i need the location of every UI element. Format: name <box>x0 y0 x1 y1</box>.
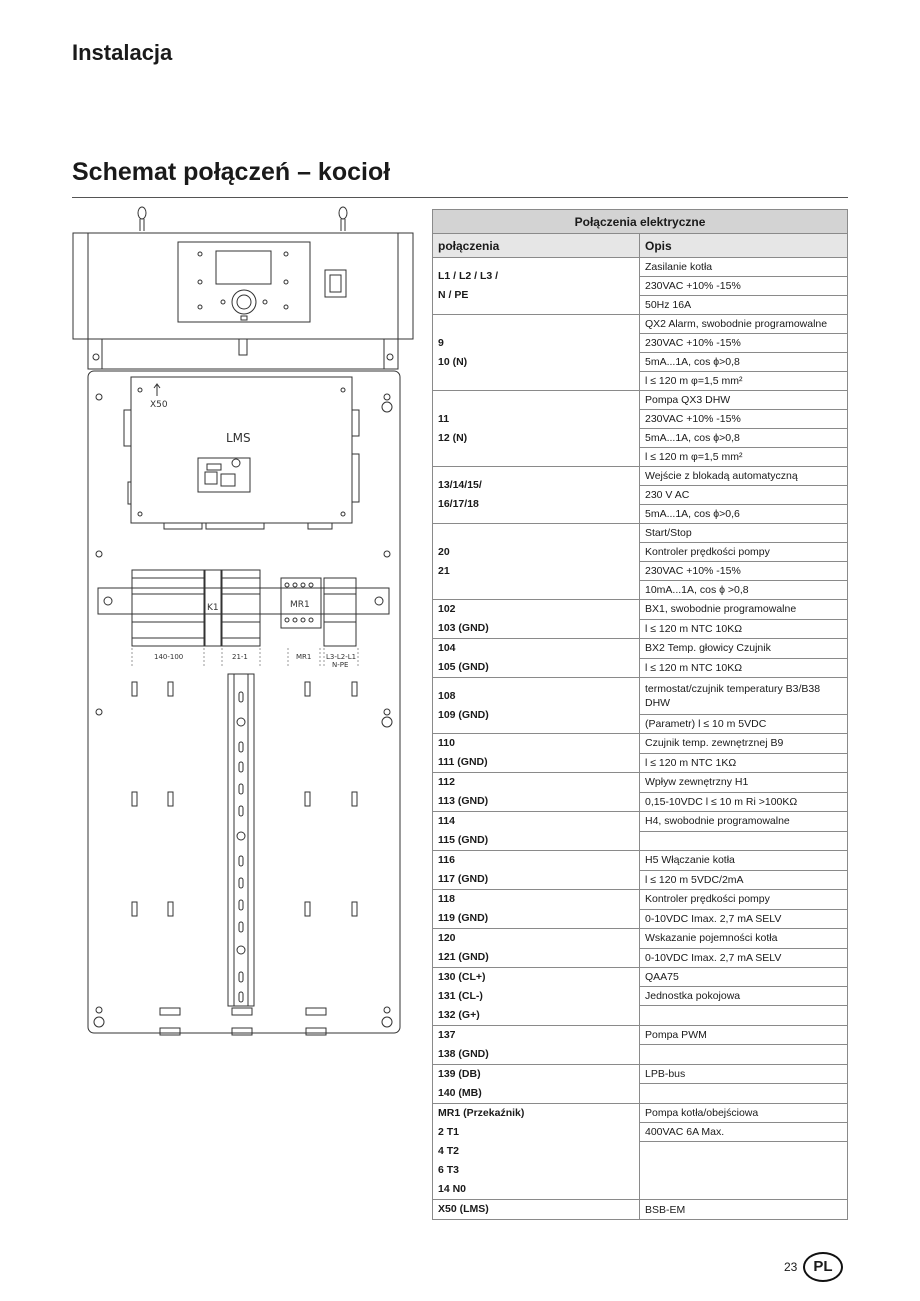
connection-cell <box>433 678 640 734</box>
description-cell: 5mA...1A, cos ϕ>0,8 <box>640 429 848 448</box>
connection-label: 138 (GND) <box>438 1048 489 1060</box>
connection-cell <box>433 851 640 890</box>
connection-label: 102 <box>438 603 456 615</box>
connection-label: 4 T2 <box>438 1145 460 1157</box>
connection-label: MR1 (Przekaźnik) <box>438 1107 525 1119</box>
terminal-label: 140-100 <box>154 653 184 661</box>
connection-label: 117 (GND) <box>438 873 489 885</box>
description-cell: Wejście z blokadą automatyczną <box>640 467 848 486</box>
connection-label: 6 T3 <box>438 1164 460 1176</box>
description-cell: Jednostka pokojowa <box>640 987 848 1006</box>
connection-cell <box>433 600 640 639</box>
lms-label: LMS <box>226 431 251 445</box>
description-cell: 230VAC +10% -15% <box>640 277 848 296</box>
page-header-title: Instalacja <box>72 40 173 65</box>
description-cell: l ≤ 120 m NTC 10KΩ <box>640 619 848 639</box>
description-cell-empty <box>640 1084 848 1104</box>
table-row <box>433 315 848 334</box>
table-row <box>433 1026 848 1045</box>
description-cell: l ≤ 120 m 5VDC/2mA <box>640 870 848 890</box>
display-screen <box>216 251 271 284</box>
connection-cell <box>433 315 640 391</box>
connection-label: 121 (GND) <box>438 951 489 963</box>
connection-cell <box>433 890 640 929</box>
language-badge: PL <box>803 1252 843 1282</box>
control-panel-housing <box>73 233 413 339</box>
mr1-relay-label: MR1 <box>290 600 310 610</box>
description-cell: 230VAC +10% -15% <box>640 410 848 429</box>
top-hinge-icon <box>138 207 347 231</box>
table-row <box>433 890 848 910</box>
connection-label: 132 (G+) <box>438 1009 480 1021</box>
description-cell: Wskazanie pojemności kotła <box>640 929 848 949</box>
table-row <box>433 1104 848 1123</box>
x50-label: X50 <box>150 400 168 410</box>
table-row <box>433 391 848 410</box>
connection-cell <box>433 639 640 678</box>
description-cell: 0,15-10VDC l ≤ 10 m Ri >100KΩ <box>640 792 848 812</box>
description-cell: Kontroler prędkości pompy <box>640 890 848 910</box>
terminal-block-140-100 <box>132 570 204 646</box>
connection-label: 115 (GND) <box>438 834 489 846</box>
connection-label: 110 <box>438 737 455 749</box>
connection-label: 130 (CL+) <box>438 971 486 983</box>
connection-label: 137 <box>438 1029 456 1041</box>
connection-cell <box>433 812 640 851</box>
connection-cell <box>433 391 640 467</box>
connection-label: 116 <box>438 854 455 866</box>
description-cell: Pompa QX3 DHW <box>640 391 848 410</box>
description-cell: Pompa PWM <box>640 1026 848 1045</box>
connection-cell <box>433 258 640 315</box>
description-cell: l ≤ 120 m NTC 10KΩ <box>640 658 848 678</box>
connection-label: 13/14/15/ <box>438 479 482 491</box>
terminal-block-21-1 <box>222 570 260 646</box>
description-cell: 5mA...1A, cos ϕ>0,8 <box>640 353 848 372</box>
lms-service-port <box>198 458 250 492</box>
description-cell: 10mA...1A, cos ϕ >0,8 <box>640 581 848 600</box>
connection-cell <box>433 1200 640 1220</box>
table-row <box>433 929 848 949</box>
description-cell: Zasilanie kotła <box>640 258 848 277</box>
connection-label: 131 (CL-) <box>438 990 483 1002</box>
connection-label: L1 / L2 / L3 / <box>438 270 499 282</box>
description-cell: QAA75 <box>640 968 848 987</box>
connection-cell <box>433 734 640 773</box>
table-row <box>433 734 848 754</box>
description-cell: Czujnik temp. zewnętrznej B9 <box>640 734 848 754</box>
table-row <box>433 1065 848 1084</box>
connection-label: 10 (N) <box>438 355 468 368</box>
lms-controller <box>131 377 352 523</box>
table-row <box>433 258 848 277</box>
terminal-label: L3-L2-L1 <box>326 653 357 661</box>
connection-label: 2 T1 <box>438 1126 460 1138</box>
boiler-wiring-diagram <box>68 202 418 1042</box>
description-cell: l ≤ 120 m NTC 1KΩ <box>640 753 848 773</box>
electrical-connections-table <box>432 209 848 1220</box>
connection-label: 14 N0 <box>438 1183 467 1195</box>
connection-label: 108 <box>438 689 456 702</box>
section-divider <box>72 197 848 198</box>
description-cell: 5mA...1A, cos ϕ>0,6 <box>640 505 848 524</box>
description-cell: QX2 Alarm, swobodnie programowalne <box>640 315 848 334</box>
k1-label: K1 <box>207 603 219 613</box>
mounting-slot-icon <box>132 682 357 1035</box>
description-cell: Kontroler prędkości pompy <box>640 543 848 562</box>
connection-label: 119 (GND) <box>438 912 489 924</box>
description-cell: 230VAC +10% -15% <box>640 334 848 353</box>
table-caption: Połączenia elektryczne <box>433 210 848 234</box>
connection-label: 120 <box>438 932 456 944</box>
connection-label: 104 <box>438 642 456 654</box>
description-cell-empty <box>640 1045 848 1065</box>
column-header-description: Opis <box>640 234 848 258</box>
description-cell: 400VAC 6A Max. <box>640 1123 848 1142</box>
table-row <box>433 600 848 620</box>
control-knob-icon <box>232 290 256 314</box>
description-cell: H5 Włączanie kotła <box>640 851 848 871</box>
connection-label: 109 (GND) <box>438 708 489 721</box>
connection-cell <box>433 773 640 812</box>
description-cell <box>640 831 848 851</box>
connection-label: 111 (GND) <box>438 756 488 768</box>
connection-cell <box>433 524 640 600</box>
description-cell: 230 V AC <box>640 486 848 505</box>
table-body <box>433 258 848 1220</box>
terminal-label: 21-1 <box>232 653 248 661</box>
description-cell: l ≤ 120 m φ=1,5 mm² <box>640 448 848 467</box>
description-cell-empty <box>640 1142 848 1200</box>
connection-label: X50 (LMS) <box>438 1203 489 1215</box>
description-cell: BX2 Temp. głowicy Czujnik <box>640 639 848 659</box>
connection-label: 105 (GND) <box>438 661 489 673</box>
back-plate <box>88 371 400 1033</box>
connection-cell <box>433 467 640 524</box>
description-cell: BX1, swobodnie programowalne <box>640 600 848 620</box>
connection-label: 113 (GND) <box>438 795 489 807</box>
column-header-connections: połączenia <box>433 234 640 258</box>
connection-label: 21 <box>438 564 450 577</box>
table-row <box>433 968 848 987</box>
connection-label: 16/17/18 <box>438 498 479 510</box>
connection-cell <box>433 968 640 1026</box>
connection-cell <box>433 1104 640 1200</box>
connection-label: 140 (MB) <box>438 1087 482 1099</box>
terminal-label: MR1 <box>296 653 312 661</box>
description-cell: Pompa kotła/obejściowa <box>640 1104 848 1123</box>
page-number: 23 <box>784 1260 798 1274</box>
table-row <box>433 524 848 543</box>
connection-cell <box>433 929 640 968</box>
table-row <box>433 851 848 871</box>
description-cell: Wpływ zewnętrzny H1 <box>640 773 848 793</box>
table-row <box>433 812 848 832</box>
table-row <box>433 639 848 659</box>
connection-label: 11 <box>438 412 450 425</box>
description-cell: LPB-bus <box>640 1065 848 1084</box>
table-row <box>433 1200 848 1220</box>
terminal-label: N-PE <box>332 661 349 669</box>
table-row <box>433 773 848 793</box>
table-row <box>433 467 848 486</box>
connection-label: 103 (GND) <box>438 622 489 634</box>
table-row <box>433 678 848 715</box>
connection-label: 20 <box>438 545 450 558</box>
description-cell: (Parametr) l ≤ 10 m 5VDC <box>640 715 848 734</box>
connection-cell <box>433 1065 640 1104</box>
description-cell: 50Hz 16A <box>640 296 848 315</box>
section-title: Schemat połączeń – kocioł <box>72 158 391 186</box>
connection-label: 118 <box>438 893 455 905</box>
main-switch-icon <box>325 270 346 297</box>
description-cell: 230VAC +10% -15% <box>640 562 848 581</box>
connection-label: 12 (N) <box>438 431 468 444</box>
description-cell: l ≤ 120 m φ=1,5 mm² <box>640 372 848 391</box>
connection-label: 112 <box>438 776 455 788</box>
description-cell: H4, swobodnie programowalne <box>640 812 848 832</box>
connection-label: N / PE <box>438 289 469 301</box>
connection-label: 139 (DB) <box>438 1068 481 1080</box>
description-cell: Start/Stop <box>640 524 848 543</box>
connection-cell <box>433 1026 640 1065</box>
connection-label: 9 <box>438 336 444 349</box>
connection-label: 114 <box>438 815 455 827</box>
description-cell-empty <box>640 1006 848 1026</box>
description-cell: 0-10VDC Imax. 2,7 mA SELV <box>640 909 848 929</box>
description-cell: 0-10VDC Imax. 2,7 mA SELV <box>640 948 848 968</box>
description-cell: termostat/czujnik temperatury B3/B38 DHW <box>640 678 848 715</box>
description-cell: BSB-EM <box>640 1200 848 1220</box>
